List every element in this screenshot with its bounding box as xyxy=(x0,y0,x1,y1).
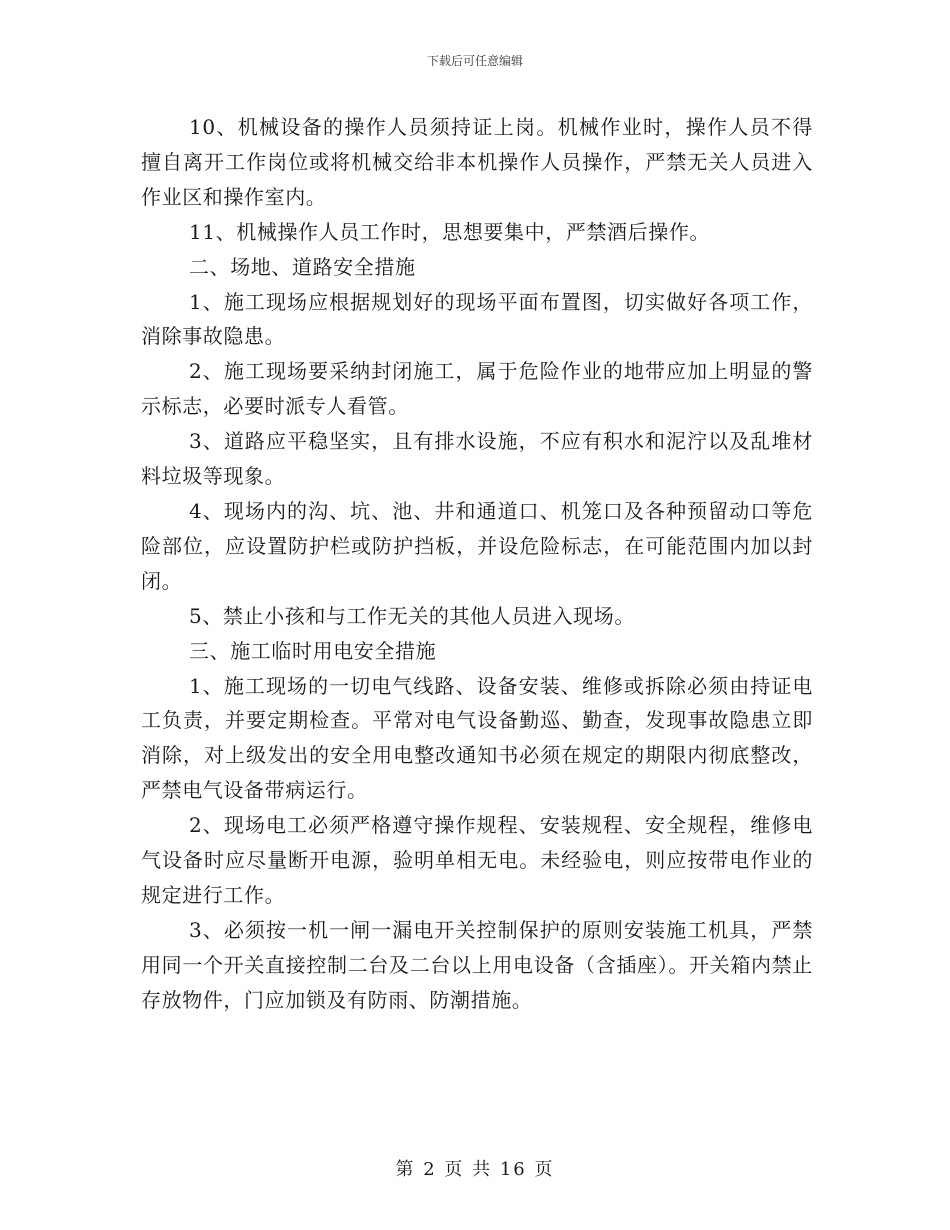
page-number-footer: 第 2 页 共 16 页 xyxy=(395,1159,555,1180)
paragraph-site-item-3: 3、道路应平稳坚实，且有排水设施，不应有积水和泥泞以及乱堆材料垃圾等现象。 xyxy=(141,429,813,489)
section-heading-site-road-safety: 二、场地、道路安全措施 xyxy=(189,254,416,279)
document-body xyxy=(141,110,813,1018)
page-header-note: 下载后可任意编辑 xyxy=(426,54,523,68)
paragraph-site-item-5: 5、禁止小孩和与工作无关的其他人员进入现场。 xyxy=(189,603,635,628)
paragraph-site-item-1: 1、施工现场应根据规划好的现场平面布置图，切实做好各项工作，消除事故隐患。 xyxy=(141,289,813,349)
section-heading-temporary-power-safety: 三、施工临时用电安全措施 xyxy=(189,638,437,663)
paragraph-item-11: 11、机械操作人员工作时，思想要集中，严禁酒后操作。 xyxy=(189,219,711,244)
paragraph-site-item-4: 4、现场内的沟、坑、池、井和通道口、机笼口及各种预留动口等危险部位，应设置防护栏或防护挡板，并设危险标志，在可能范围内加以封闭。 xyxy=(141,498,813,593)
paragraph-power-item-2: 2、现场电工必须严格遵守操作规程、安装规程、安全规程，维修电气设备时应尽量断开电源，验明单相无电。未经验电，则应按带电作业的规定进行工作。 xyxy=(141,813,813,907)
paragraph-site-item-2: 2、施工现场要采纳封闭施工，属于危险作业的地带应加上明显的警示标志，必要时派专人看管。 xyxy=(141,359,813,419)
paragraph-power-item-1: 1、施工现场的一切电气线路、设备安装、维修或拆除必须由持证电工负责，并要定期检查。平常对电气设备勤巡、勤查，发现事故隐患立即消除，对上级发出的安全用电整改通知书必须在规定的期限内彻底整改，严禁电气设备带病运行。 xyxy=(141,673,813,803)
paragraph-power-item-3: 3、必须按一机一闸一漏电开关控制保护的原则安装施工机具，严禁用同一个开关直接控制二台及二台以上用电设备（含插座）。开关箱内禁止存放物件，门应加锁及有防雨、防潮措施。 xyxy=(141,917,813,1012)
paragraph-item-10: 10、机械设备的操作人员须持证上岗。机械作业时，操作人员不得擅自离开工作岗位或将机械交给非本机操作人员操作，严禁无关人员进入作业区和操作室内。 xyxy=(141,115,813,209)
